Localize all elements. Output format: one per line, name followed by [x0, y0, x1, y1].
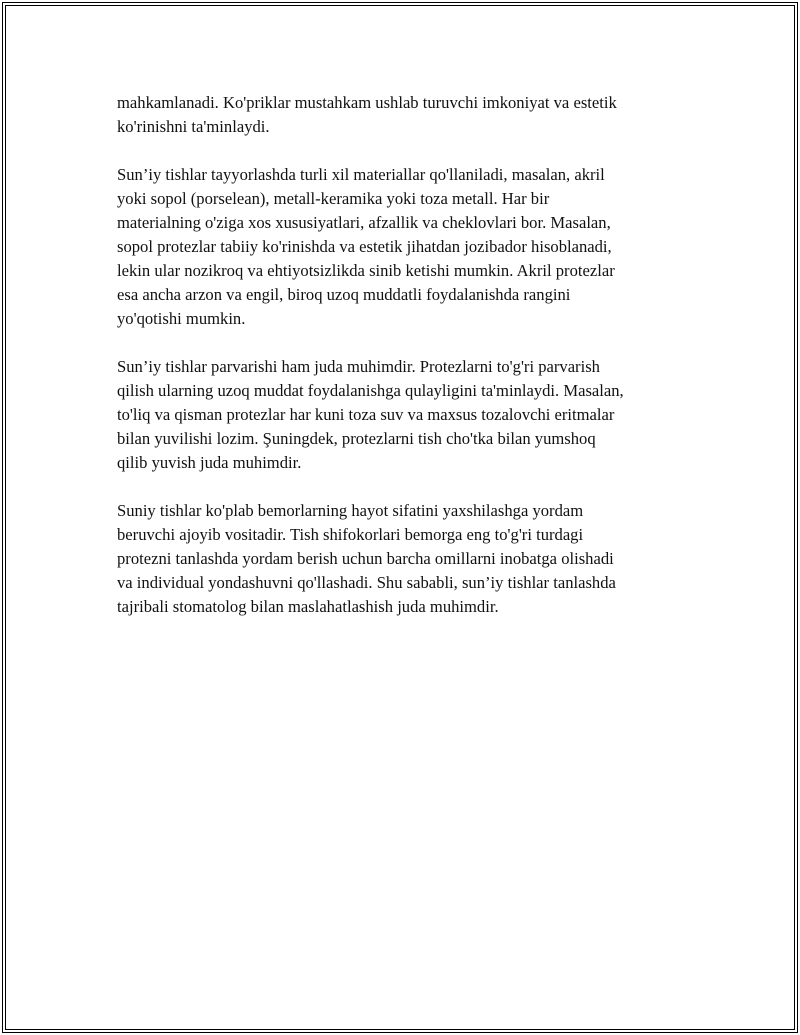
- text-line: protezni tanlashda yordam berish uchun barcha omillarni inobatga olishadi: [117, 549, 614, 568]
- text-line: to'liq va qisman protezlar har kuni toza suv va maxsus tozalovchi eritmalar: [117, 405, 615, 424]
- text-line: ko'rinishni ta'minlaydi.: [117, 117, 270, 136]
- paragraph-2: [117, 163, 692, 331]
- text-line: qilib yuvish juda muhimdir.: [117, 453, 302, 472]
- text-line: qilish ularning uzoq muddat foydalanishga qulayligini ta'minlaydi. Masalan,: [117, 381, 624, 400]
- text-line: tajribali stomatolog bilan maslahatlashish juda muhimdir.: [117, 597, 499, 616]
- text-line: esa ancha arzon va engil, biroq uzoq muddatli foydalanishda rangini: [117, 285, 571, 304]
- text-line: Sun’iy tishlar tayyorlashda turli xil materiallar qo'llaniladi, masalan, akril: [117, 165, 605, 184]
- text-line: bilan yuvilishi lozim. Şuningdek, protezlarni tish cho'tka bilan yumshoq: [117, 429, 596, 448]
- paragraph-4: [117, 499, 692, 619]
- text-line: sopol protezlar tabiiy ko'rinishda va estetik jihatdan jozibador hisoblanadi,: [117, 237, 612, 256]
- text-line: beruvchi ajoyib vositadir. Tish shifokorlari bemorga eng to'g'ri turdagi: [117, 525, 584, 544]
- text-line: va individual yondashuvni qo'llashadi. Shu sababli, sun’iy tishlar tanlashda: [117, 573, 616, 592]
- text-line: yoki sopol (porselean), metall-keramika yoki toza metall. Har bir: [117, 189, 550, 208]
- text-line: Suniy tishlar ko'plab bemorlarning hayot sifatini yaxshilashga yordam: [117, 501, 584, 520]
- text-line: mahkamlanadi. Ko'priklar mustahkam ushlab turuvchi imkoniyat va estetik: [117, 93, 617, 112]
- text-line: Sun’iy tishlar parvarishi ham juda muhimdir. Protezlarni to'g'ri parvarish: [117, 357, 600, 376]
- text-line: materialning o'ziga xos xususiyatlari, afzallik va cheklovlari bor. Masalan,: [117, 213, 611, 232]
- paragraph-3: [117, 355, 692, 475]
- document-body: [117, 91, 692, 643]
- text-line: lekin ular nozikroq va ehtiyotsizlikda sinib ketishi mumkin. Akril protezlar: [117, 261, 615, 280]
- paragraph-1: [117, 91, 692, 139]
- text-line: yo'qotishi mumkin.: [117, 309, 246, 328]
